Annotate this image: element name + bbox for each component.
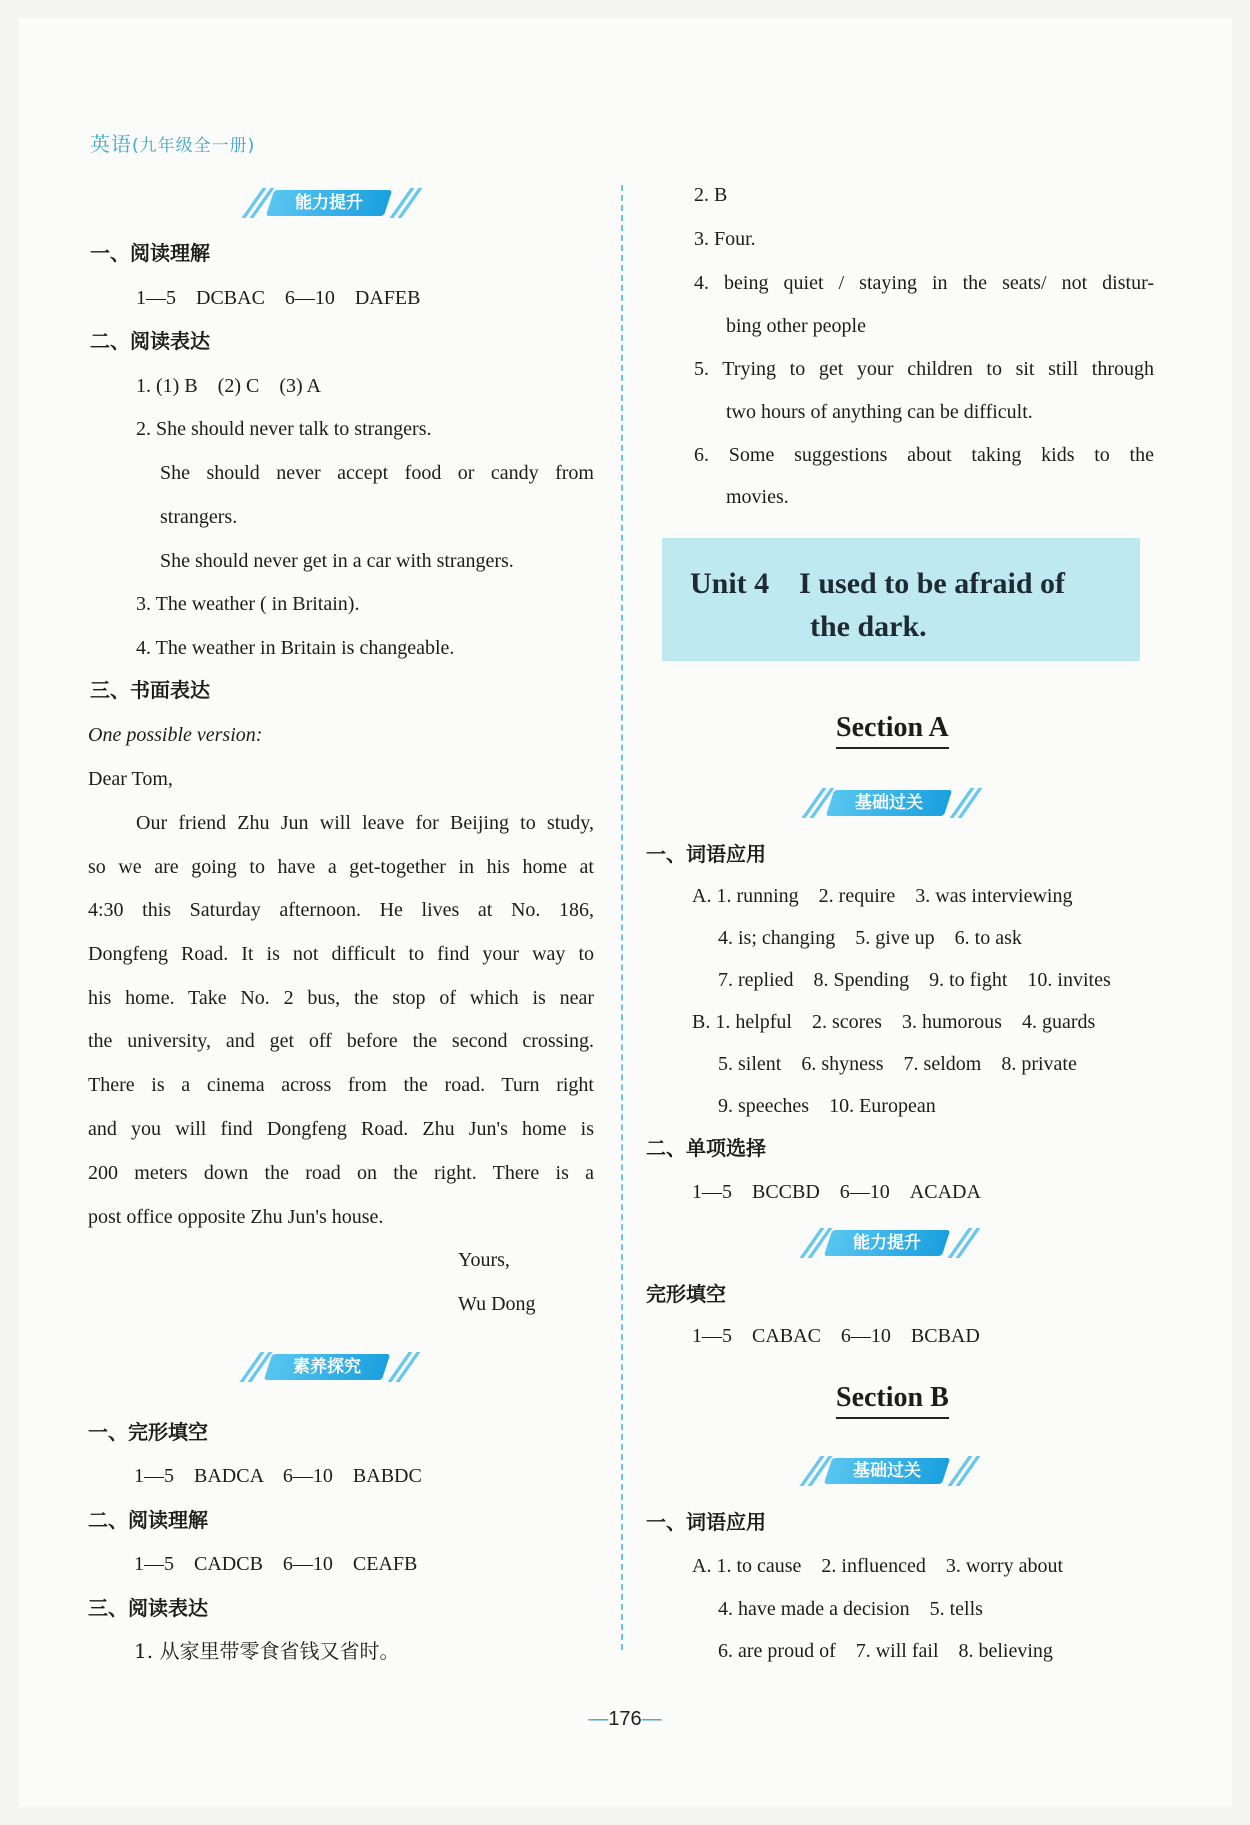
heading-reading-expression: 三、阅读表达 bbox=[88, 1596, 208, 1620]
badge-literacy: 素养探究 bbox=[236, 1350, 416, 1384]
answer-line: 2. She should never talk to strangers. bbox=[136, 418, 432, 440]
answer-line: She should never get in a car with strangers. bbox=[160, 550, 514, 572]
answer-line: 5. silent 6. shyness 7. seldom 8. private bbox=[718, 1053, 1077, 1075]
answer-line: 1—5 BADCA 6—10 BABDC bbox=[134, 1465, 422, 1487]
answer-line: bing other people bbox=[726, 315, 866, 337]
answer-line: 5. Trying to get your children to sit still through bbox=[694, 358, 1154, 380]
answer-line: 1. 从家里带零食省钱又省时。 bbox=[134, 1639, 400, 1663]
answer-line: two hours of anything can be difficult. bbox=[726, 401, 1033, 423]
subject-label: 英语 bbox=[90, 132, 132, 156]
answer-line: 1—5 DCBAC 6—10 DAFEB bbox=[136, 287, 421, 309]
answer-line: 4. being quiet / staying in the seats/ not distur- bbox=[694, 272, 1154, 294]
answer-line: 1. (1) B (2) C (3) A bbox=[136, 375, 321, 397]
section-a-title: Section A bbox=[836, 712, 949, 749]
heading-cloze: 一、完形填空 bbox=[88, 1420, 208, 1444]
grade-label: (九年级全一册) bbox=[132, 136, 256, 156]
heading-single-choice: 二、单项选择 bbox=[646, 1136, 766, 1160]
answer-line: A. 1. to cause 2. influenced 3. worry about bbox=[692, 1555, 1064, 1577]
answer-line: 4. is; changing 5. give up 6. to ask bbox=[718, 927, 1022, 949]
answer-line: movies. bbox=[726, 486, 789, 508]
answer-line: 2. B bbox=[694, 184, 728, 206]
letter-line: Dongfeng Road. It is not difficult to find your way to bbox=[88, 943, 594, 965]
page-number: —176— bbox=[588, 1708, 662, 1730]
badge-ability: 能力提升 bbox=[238, 186, 418, 220]
answer-line: She should never accept food or candy from bbox=[160, 462, 594, 484]
letter-line: and you will find Dongfeng Road. Zhu Jun's home is bbox=[88, 1118, 594, 1140]
heading-reading-expression: 二、阅读表达 bbox=[90, 329, 210, 353]
letter-line: post office opposite Zhu Jun's house. bbox=[88, 1206, 384, 1228]
answer-line: 3. Four. bbox=[694, 228, 756, 250]
badge-basic: 基础过关 bbox=[796, 1454, 976, 1488]
letter-closing: Yours, bbox=[458, 1249, 510, 1271]
answer-line: 6. are proud of 7. will fail 8. believing bbox=[718, 1640, 1053, 1662]
version-label: One possible version: bbox=[88, 724, 263, 746]
badge-basic: 基础过关 bbox=[798, 786, 978, 820]
answer-line: 4. The weather in Britain is changeable. bbox=[136, 637, 455, 659]
unit-title-line2: the dark. bbox=[810, 610, 927, 643]
book-title bbox=[90, 128, 255, 157]
letter-signature: Wu Dong bbox=[458, 1293, 536, 1315]
answer-line: 1—5 CADCB 6—10 CEAFB bbox=[134, 1553, 418, 1575]
unit-title-box bbox=[662, 538, 1140, 661]
section-b-title: Section B bbox=[836, 1382, 949, 1419]
answer-line: A. 1. running 2. require 3. was interviewing bbox=[692, 885, 1073, 907]
answer-line: 9. speeches 10. European bbox=[718, 1095, 936, 1117]
heading-reading: 一、阅读理解 bbox=[90, 241, 210, 265]
letter-line: 4:30 this Saturday afternoon. He lives at No. 186, bbox=[88, 899, 594, 921]
answer-line: 7. replied 8. Spending 9. to fight 10. invites bbox=[718, 969, 1111, 991]
heading-writing: 三、书面表达 bbox=[90, 678, 210, 702]
answer-line: 3. The weather ( in Britain). bbox=[136, 593, 360, 615]
letter-line: Our friend Zhu Jun will leave for Beijing to study, bbox=[136, 812, 594, 834]
answer-line: 6. Some suggestions about taking kids to the bbox=[694, 444, 1154, 466]
answer-line: 4. have made a decision 5. tells bbox=[718, 1598, 983, 1620]
letter-line: his home. Take No. 2 bus, the stop of which is near bbox=[88, 987, 594, 1009]
heading-reading: 二、阅读理解 bbox=[88, 1508, 208, 1532]
answer-line: strangers. bbox=[160, 506, 238, 528]
heading-vocab: 一、词语应用 bbox=[646, 842, 766, 866]
letter-salutation: Dear Tom, bbox=[88, 768, 173, 790]
answer-line: 1—5 CABAC 6—10 BCBAD bbox=[692, 1325, 980, 1347]
letter-line: so we are going to have a get-together in his home at bbox=[88, 856, 594, 878]
heading-vocab: 一、词语应用 bbox=[646, 1510, 766, 1534]
letter-line: There is a cinema across from the road. Turn right bbox=[88, 1074, 594, 1096]
answer-line: B. 1. helpful 2. scores 3. humorous 4. guards bbox=[692, 1011, 1096, 1033]
badge-ability: 能力提升 bbox=[796, 1226, 976, 1260]
heading-cloze: 完形填空 bbox=[646, 1282, 726, 1306]
column-divider bbox=[621, 185, 623, 1650]
letter-line: the university, and get off before the second crossing. bbox=[88, 1030, 594, 1052]
letter-line: 200 meters down the road on the right. There is a bbox=[88, 1162, 594, 1184]
unit-title-line1: Unit 4 I used to be afraid of bbox=[690, 567, 1066, 600]
answer-line: 1—5 BCCBD 6—10 ACADA bbox=[692, 1181, 981, 1203]
